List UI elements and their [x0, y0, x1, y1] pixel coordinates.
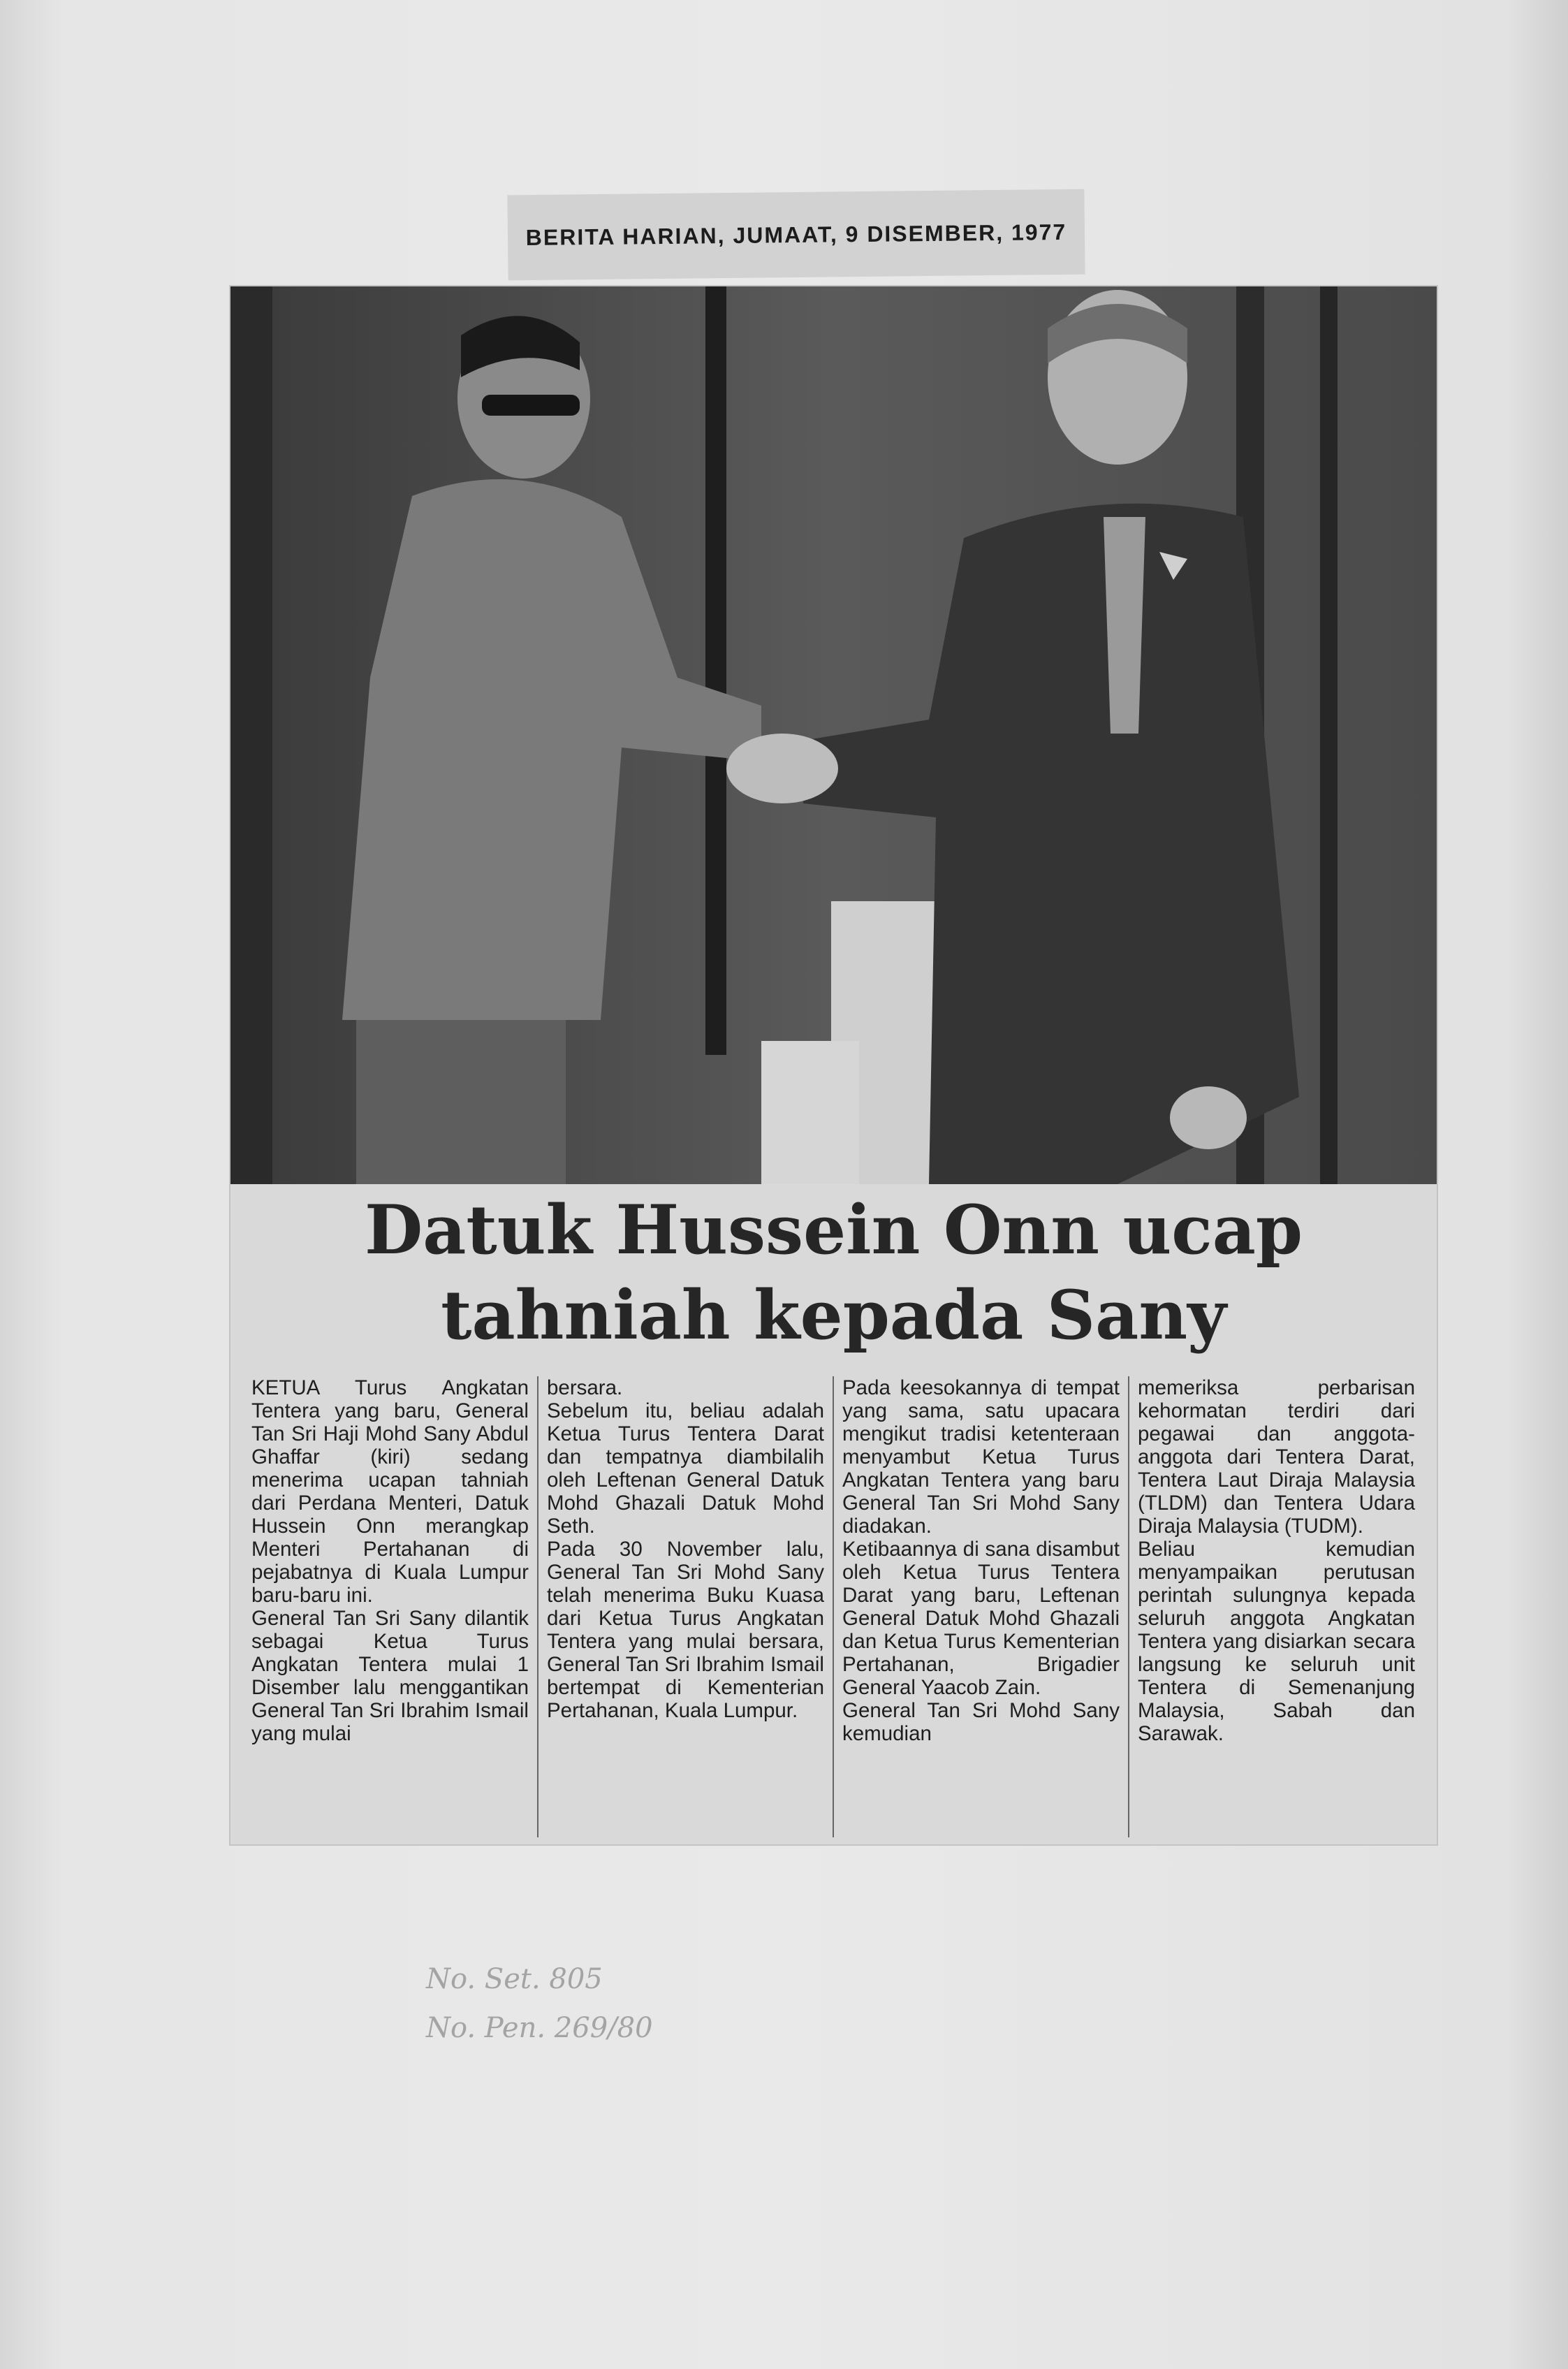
article-column-3: Pada keesokannya di tempat yang sama, satu upacara mengikut tradisi ketenteraan menyambut Ketua Turus Angkatan Tentera yang baru General Tan Sri Mohd Sany diadakan. Ketibaannya di sana disambut oleh Ketua Turus Tentera Darat yang baru, Leftenan General Datuk Mohd Ghazali dan Ketua Turus Kementerian Pertahanan, Brigadier General Yaacob Zain. General Tan Sri Mohd Sany kemudian	[834, 1376, 1129, 1837]
handshake-photo	[230, 286, 1437, 1184]
headline-line-1: Datuk Hussein Onn ucap	[364, 1190, 1303, 1269]
headline-line-2: tahniah kepada Sany	[441, 1276, 1226, 1355]
newspaper-clipping	[230, 286, 1437, 1844]
article-body	[243, 1376, 1423, 1837]
newspaper-dateline: BERITA HARIAN, JUMAAT, 9 DISEMBER, 1977	[507, 189, 1085, 281]
article-column-1: KETUA Turus Angkatan Tentera yang baru, General Tan Sri Haji Mohd Sany Abdul Ghaffar (kiri) sedang menerima ucapan tahniah dari Perdana Menteri, Datuk Hussein Onn merangkap Menteri Pertahanan di pejabatnya di Kuala Lumpur baru-baru ini. General Tan Sri Sany dilantik sebagai Ketua Turus Angkatan Tentera mulai 1 Disember lalu menggantikan General Tan Sri Ibrahim Ismail yang mulai	[243, 1376, 538, 1837]
handwritten-note-2: No. Pen. 269/80	[426, 2012, 653, 2044]
article-headline	[230, 1188, 1437, 1358]
handwritten-note-1: No. Set. 805	[426, 1963, 603, 1995]
article-column-4: memeriksa perbarisan kehormatan terdiri dari pegawai dan anggota-anggota dari Tentera Darat, Tentera Laut Diraja Malaysia (TLDM) dan Tentera Udara Diraja Malaysia (TUDM). Beliau kemudian menyampaikan perutusan perintah sulungnya kepada seluruh anggota Angkatan Tentera yang disiarkan secara langsung ke seluruh unit Tentera di Semenanjung Malaysia, Sabah dan Sarawak.	[1138, 1376, 1415, 1745]
article-column-2: bersara. Sebelum itu, beliau adalah Ketua Turus Tentera Darat dan tempatnya diambilalih oleh Leftenan General Datuk Mohd Ghazali Datuk Mohd Seth. Pada 30 November lalu, General Tan Sri Mohd Sany telah menerima Buku Kuasa dari Ketua Turus Angkatan Tentera yang mulai bersara, General Tan Sri Ibrahim Ismail bertempat di Kementerian Pertahanan, Kuala Lumpur.	[538, 1376, 834, 1837]
